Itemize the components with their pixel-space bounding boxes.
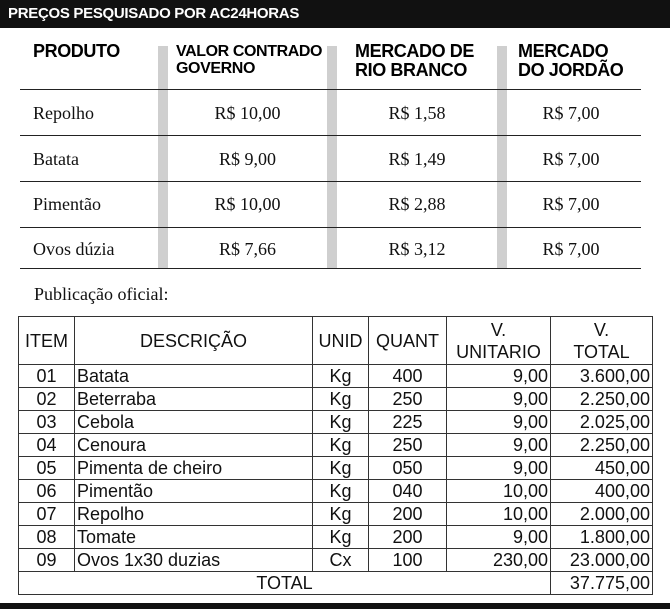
cell-v-total: 2.250,00 (551, 434, 653, 457)
price-jordao: R$ 7,00 (542, 103, 600, 123)
price-rio-branco: R$ 1,49 (388, 149, 446, 169)
cell-descricao: Pimenta de cheiro (75, 457, 313, 480)
cell-item: 09 (19, 549, 75, 572)
total-label: TOTAL (19, 572, 551, 595)
cell-v-total: 23.000,00 (551, 549, 653, 572)
cell-item: 05 (19, 457, 75, 480)
cell-unid: Kg (313, 503, 369, 526)
cell-quant: 400 (369, 365, 447, 388)
bottom-rule (0, 603, 670, 609)
price-governo: R$ 9,00 (218, 149, 276, 169)
header-title: PREÇOS PESQUISADO POR AC24HORAS (0, 0, 670, 28)
price-governo: R$ 10,00 (214, 194, 281, 214)
cell-v-total: 3.600,00 (551, 365, 653, 388)
table-row (19, 526, 653, 549)
price-jordao: R$ 7,00 (542, 194, 600, 214)
column-divider (327, 46, 337, 268)
cell-item: 02 (19, 388, 75, 411)
cell-v-unitario: 10,00 (447, 503, 551, 526)
cell-unid: Kg (313, 388, 369, 411)
cell-v-total: 2.250,00 (551, 388, 653, 411)
table-row (19, 365, 653, 388)
cell-v-unitario: 9,00 (447, 434, 551, 457)
cell-unid: Kg (313, 457, 369, 480)
cell-unid: Kg (313, 480, 369, 503)
cell-quant: 200 (369, 526, 447, 549)
cell-unid: Kg (313, 365, 369, 388)
cell-quant: 050 (369, 457, 447, 480)
cell-v-unitario: 9,00 (447, 457, 551, 480)
product-name: Batata (33, 149, 79, 169)
cell-quant: 200 (369, 503, 447, 526)
cell-descricao: Cenoura (75, 434, 313, 457)
cell-descricao: Ovos 1x30 duzias (75, 549, 313, 572)
cell-item: 03 (19, 411, 75, 434)
table-row (19, 411, 653, 434)
cell-unid: Kg (313, 526, 369, 549)
cell-v-unitario: 9,00 (447, 411, 551, 434)
cell-quant: 100 (369, 549, 447, 572)
cell-item: 07 (19, 503, 75, 526)
publication-label: Publicação oficial: (34, 284, 169, 304)
cell-unid: Kg (313, 411, 369, 434)
header-v-unitario: V. UNITARIO (447, 317, 551, 365)
product-name: Repolho (33, 103, 94, 123)
column-header-jordao: MERCADO DO JORDÃO (518, 41, 624, 80)
cell-descricao: Tomate (75, 526, 313, 549)
cell-v-total: 2.025,00 (551, 411, 653, 434)
price-rio-branco: R$ 2,88 (388, 194, 446, 214)
column-divider (497, 46, 507, 268)
cell-quant: 040 (369, 480, 447, 503)
table-row (19, 388, 653, 411)
cell-unid: Kg (313, 434, 369, 457)
table-row (19, 480, 653, 503)
official-publication-table (18, 316, 653, 595)
cell-item: 08 (19, 526, 75, 549)
header-v-total: V. TOTAL (551, 317, 653, 365)
cell-v-unitario: 10,00 (447, 480, 551, 503)
cell-quant: 250 (369, 388, 447, 411)
cell-descricao: Pimentão (75, 480, 313, 503)
product-name: Pimentão (33, 194, 101, 214)
price-rio-branco: R$ 1,58 (388, 103, 446, 123)
cell-item: 04 (19, 434, 75, 457)
table-row (19, 434, 653, 457)
product-name: Ovos dúzia (33, 239, 115, 259)
cell-v-unitario: 9,00 (447, 365, 551, 388)
table-row (19, 457, 653, 480)
price-rio-branco: R$ 3,12 (388, 239, 446, 259)
total-row (19, 572, 653, 595)
column-header-governo: VALOR CONTRADO GOVERNO (176, 43, 323, 77)
table-row (19, 549, 653, 572)
price-governo: R$ 10,00 (214, 103, 281, 123)
header-quant: QUANT (369, 317, 447, 365)
column-header-rio-branco: MERCADO DE RIO BRANCO (355, 41, 475, 80)
cell-v-total: 1.800,00 (551, 526, 653, 549)
cell-v-unitario: 230,00 (447, 549, 551, 572)
cell-descricao: Cebola (75, 411, 313, 434)
table-row (19, 503, 653, 526)
cell-v-total: 2.000,00 (551, 503, 653, 526)
cell-v-total: 400,00 (551, 480, 653, 503)
cell-descricao: Repolho (75, 503, 313, 526)
header-descricao: DESCRIÇÃO (75, 317, 313, 365)
cell-v-unitario: 9,00 (447, 526, 551, 549)
price-governo: R$ 7,66 (218, 239, 276, 259)
cell-unid: Cx (313, 549, 369, 572)
cell-v-total: 450,00 (551, 457, 653, 480)
cell-descricao: Batata (75, 365, 313, 388)
cell-item: 01 (19, 365, 75, 388)
cell-quant: 225 (369, 411, 447, 434)
cell-descricao: Beterraba (75, 388, 313, 411)
cell-quant: 250 (369, 434, 447, 457)
table-header-row (19, 317, 653, 365)
cell-item: 06 (19, 480, 75, 503)
cell-v-unitario: 9,00 (447, 388, 551, 411)
header-unid: UNID (313, 317, 369, 365)
header-item: ITEM (19, 317, 75, 365)
column-divider (158, 46, 168, 268)
price-jordao: R$ 7,00 (542, 239, 600, 259)
column-header-produto: PRODUTO (33, 41, 120, 61)
total-value: 37.775,00 (551, 572, 653, 595)
price-jordao: R$ 7,00 (542, 149, 600, 169)
